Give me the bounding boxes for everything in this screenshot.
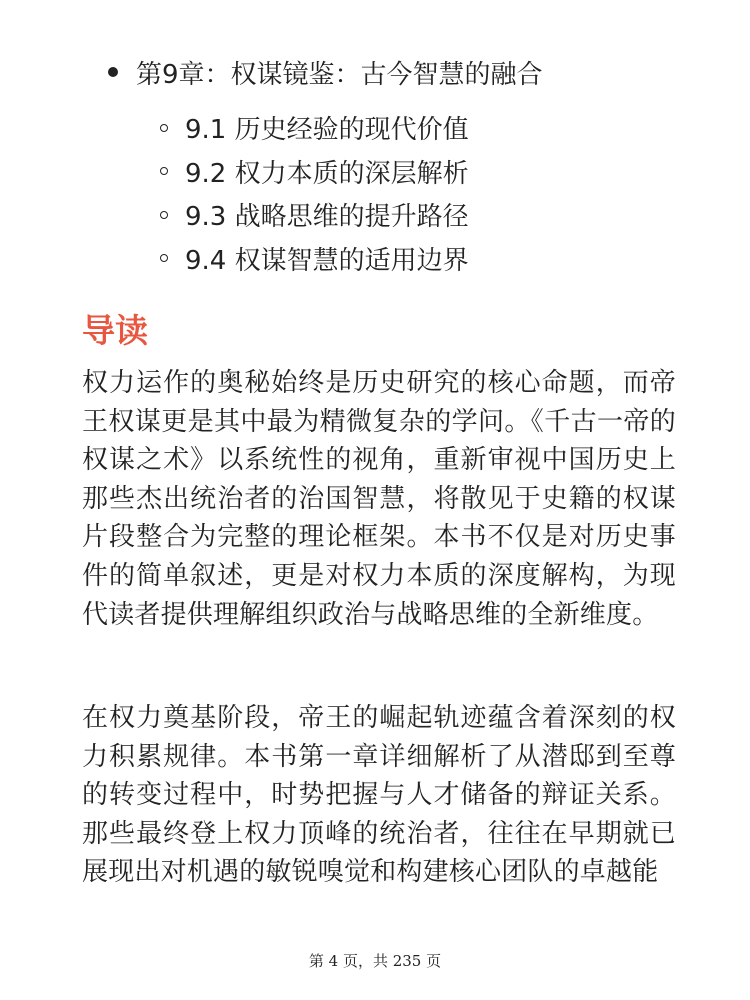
bullet-dot-icon [108,67,118,77]
page-number-footer: 第 4 页，共 235 页 [308,952,442,970]
toc-section-title: 9.2 权力本质的深层解析 [185,158,469,189]
toc-section-list [160,106,469,280]
toc-section-title: 9.1 历史经验的现代价值 [185,115,469,146]
bullet-circle-icon [160,254,168,262]
bullet-circle-icon [160,211,168,219]
toc-section-item [160,106,469,150]
toc-section-title: 9.4 权谋智慧的适用边界 [185,245,469,276]
toc-section-title: 9.3 战略思维的提升路径 [185,202,469,233]
toc-chapter-item [108,50,543,94]
toc-section-item [160,237,469,281]
toc-chapter-title: 第9章：权谋镜鉴：古今智慧的融合 [136,59,543,90]
section-heading: 导读 [82,311,148,350]
toc-section-item [160,193,469,237]
body-paragraph: 权力运作的奥秘始终是历史研究的核心命题，而帝王权谋更是其中最为精微复杂的学问。《千古一帝的权谋之术》以系统性的视角，重新审视中国历史上那些杰出统治者的治国智慧，将散见于史籍的权谋片段整合为完整的理论框架。本书不仅是对历史事件的简单叙述，更是对权力本质的深度解构，为现代读者提供理解组织政治与战略思维的全新维度。 [82,368,676,630]
toc-section-item [160,150,469,194]
bullet-circle-icon [160,124,168,132]
body-paragraph: 在权力奠基阶段，帝王的崛起轨迹蕴含着深刻的权力积累规律。本书第一章详细解析了从潜邸到至尊的转变过程中，时势把握与人才储备的辩证关系。那些最终登上权力顶峰的统治者，往往在早期就已展现出对机遇的敏锐嗅觉和构建核心团队的卓越能 [82,703,676,888]
bullet-circle-icon [160,167,168,175]
